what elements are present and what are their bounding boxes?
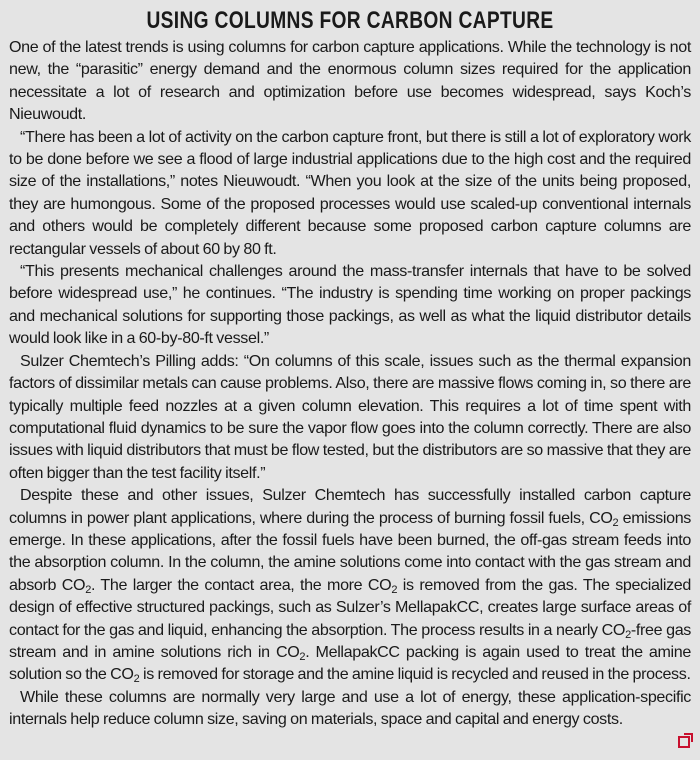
paragraph-sulzer-installation: Despite these and other issues, Sulzer Chemtech has successfully installed carbon capture columns in power plant applications, where during the process of burning fossil fuels, $CO_2$ emissions emerge. In these applications, after the fossil fuels have been burned, the off-gas stream feeds into the absorption column. In the column, the amine solutions come into contact with the gas stream and absorb $CO_2$. The larger the contact area, the more $CO_2$ is removed from the gas. The specialized design of effective structured packings, such as Sulzer’s MellapakCC, creates large surface areas of contact for the gas and liquid, enhancing the absorption. The process results in a nearly $CO_2$-free gas stream and in amine solutions rich in $CO_2$. MellapakCC packing is again used to treat the amine solution so the $CO_2$ is removed for storage and the amine liquid is recycled and reused in the process.: [9, 486, 691, 686]
paragraph-intro: One of the latest trends is using columns for carbon capture applications. While the technology is not new, the “parasitic” energy demand and the enormous column sizes required for the application necessitate a lot of research and optimization before use becomes widespread, says Koch’s Nieuwoudt.: [9, 38, 691, 124]
subscript: 2: [625, 628, 631, 641]
end-of-article-icon: [678, 736, 690, 748]
subscript: 2: [612, 516, 619, 529]
paragraph-nieuwoudt-quote: “There has been a lot of activity on the carbon capture front, but there is still a lot of exploratory work to be done before we see a flood of large industrial applications due to the high cost and the required size of the installations,” notes Nieuwoudt. “When you look at the size of the units being proposed, they are humongous. Some of the proposed processes would use scaled-up conventional internals and others would be completely different because some proposed carbon capture columns are rectangular vessels of about 60 by 80 ft.: [9, 127, 691, 258]
subscript: 2: [299, 650, 306, 663]
subscript: 2: [391, 583, 398, 596]
paragraph-mechanical-challenges: “This presents mechanical challenges around the mass-transfer internals that have to be solved before widespread use,” he continues. “The industry is spending time working on proper packings and mechanical solutions for supporting those packings, as well as what the liquid distributor details would look like in a 60-by-80-ft vessel.”: [9, 262, 691, 348]
paragraph-pilling-quote: Sulzer Chemtech’s Pilling adds: “On columns of this scale, issues such as the thermal expansion factors of dissimilar metals can cause problems. Also, there are massive flows coming in, so there are typically multiple feed nozzles at a given column elevation. This requires a lot of time spent with computational fluid dynamics to be sure the vapor flow goes into the column correctly. There are also issues with liquid distributors that must be flow tested, but the distributors are so massive that they are often bigger than the test facility itself.”: [9, 351, 691, 482]
subscript: 2: [85, 583, 91, 596]
subscript: 2: [133, 673, 140, 686]
paragraph-conclusion: While these columns are normally very large and use a lot of energy, these application-specific internals help reduce column size, saving on materials, space and capital and energy costs.: [9, 687, 691, 729]
sidebar-title: USING COLUMNS FOR CARBON CAPTURE: [146, 7, 554, 34]
